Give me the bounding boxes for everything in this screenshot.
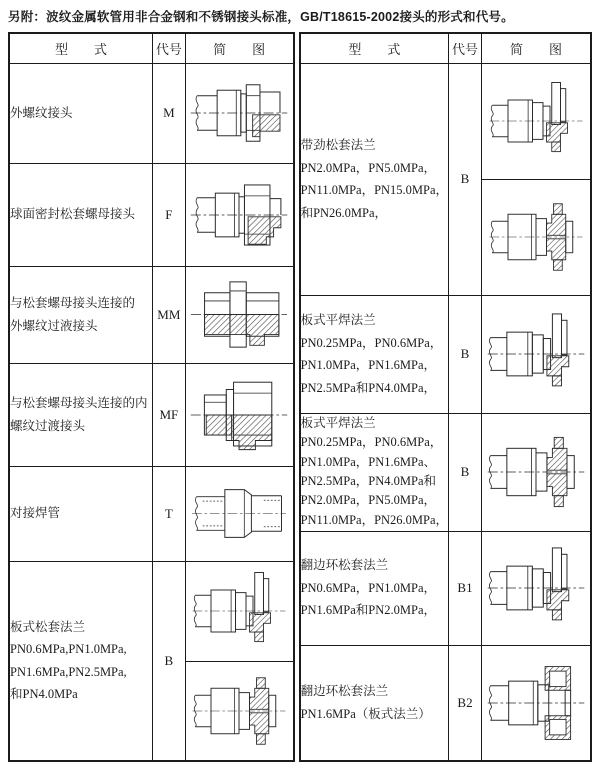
row-plate-loose-flange-type-line: PN0.6MPa,PN1.0MPa,	[10, 642, 127, 657]
male-female-adapter-icon	[188, 370, 290, 460]
row-plate-weld-flange-2-type-line: PN11.0MPa，PN26.0MPa，	[300, 512, 449, 527]
row-mf-adapter-code: MF	[153, 363, 185, 466]
row-plate-loose-flange-type-line: PN1.6MPa,PN2.5MPa,	[10, 664, 127, 679]
row-flanged-ring-b2-code: B2	[449, 645, 482, 761]
page-title: 另附：波纹金属软管用非合金钢和不锈钢接头标准，GB/T18615-2002接头的形式和代号。	[8, 10, 514, 24]
row-mm-adapter-type-line: 外螺纹过液接头	[10, 318, 98, 333]
row-flanged-ring-b1-type-line: 翻边环松套法兰	[300, 558, 389, 573]
row-plate-weld-flange-1	[300, 295, 591, 413]
row-plate-weld-flange-2-type-line: PN2.0MPa，PN5.0MPa，	[300, 493, 437, 508]
row-male-thread-diagram	[185, 63, 294, 163]
right-table-slot	[299, 32, 592, 762]
row-spherical-nut-code: F	[153, 163, 185, 266]
row-butt-weld-type	[9, 466, 153, 561]
row-plate-weld-flange-2-type-line: PN1.0MPa，PN1.6MPa、	[300, 454, 437, 469]
row-mm-adapter-type	[9, 266, 153, 363]
row-flanged-ring-b2	[300, 645, 591, 761]
row-plate-weld-flange-2-type-line: 板式平焊法兰	[300, 415, 376, 430]
row-butt-weld	[9, 466, 294, 561]
row-butt-weld-type-line: 对接焊管	[10, 506, 61, 521]
row-male-thread	[9, 63, 294, 163]
flange-plate-up-icon	[485, 309, 587, 399]
row-flanged-ring-b1-type-line: PN1.6MPa和PN2.0MPa，	[300, 603, 437, 618]
row-plate-weld-flange-2-type	[300, 413, 449, 531]
row-mf-adapter-diagram	[185, 363, 294, 466]
row-mm-adapter-type-line: 与松套螺母接头连接的	[10, 296, 136, 310]
row-plate-loose-flange-diagram	[185, 561, 294, 661]
row-plate-weld-flange-2-diagram	[481, 413, 591, 531]
flange-plate-up-icon	[189, 569, 289, 653]
row-neck-loose-flange-type-line: 带劲松套法兰	[300, 138, 376, 152]
type-header: 型 式	[300, 33, 449, 63]
flange-plate-up-icon	[486, 79, 586, 163]
flange-section-icon	[189, 669, 289, 753]
left-table-slot	[8, 32, 295, 762]
row-mf-adapter-type-line: 螺纹过渡接头	[10, 418, 86, 433]
row-spherical-nut	[9, 163, 294, 266]
row-plate-loose-flange-type	[9, 561, 153, 761]
row-plate-weld-flange-2-type-line: PN2.5MPa，PN4.0MPa和	[300, 474, 437, 488]
left_rows-header-row	[9, 33, 294, 63]
row-neck-loose-flange-code: B	[449, 63, 482, 295]
row-plate-weld-flange-1-code: B	[449, 295, 482, 413]
row-neck-loose-flange-type-line: 和PN26.0MPa，	[300, 205, 388, 220]
row-plate-loose-flange-code: B	[153, 561, 185, 761]
flange-section-icon	[485, 427, 587, 517]
lap-joint-flange-icon	[485, 658, 587, 748]
row-neck-loose-flange-diagram-2	[481, 179, 591, 295]
row-plate-loose-flange	[9, 561, 294, 661]
code-header: 代号	[153, 33, 185, 63]
right_rows-header-row	[300, 33, 591, 63]
row-spherical-nut-diagram	[185, 163, 294, 266]
row-plate-weld-flange-1-type	[300, 295, 449, 413]
row-flanged-ring-b1-type	[300, 531, 449, 645]
type-header: 型 式	[9, 33, 153, 63]
flange-plate-up-icon	[485, 543, 587, 633]
row-plate-weld-flange-2-type-line: PN0.25MPa，PN0.6MPa，	[300, 435, 443, 450]
row-neck-loose-flange-type-line: PN2.0MPa，PN5.0MPa，	[300, 160, 437, 175]
diagram-header: 简 图	[185, 33, 294, 63]
right_rows-connector-table	[299, 32, 592, 762]
row-plate-loose-flange-type-line: 和PN4.0MPa	[10, 687, 78, 702]
row-plate-weld-flange-1-diagram	[481, 295, 591, 413]
row-neck-loose-flange	[300, 63, 591, 179]
row-mm-adapter-diagram	[185, 266, 294, 363]
row-male-thread-type-line: 外螺纹接头	[10, 105, 73, 120]
row-male-thread-type	[9, 63, 153, 163]
diagram-header: 简 图	[481, 33, 591, 63]
flange-section-icon	[486, 195, 586, 279]
row-mf-adapter-type-line: 与松套螺母接头连接的内	[10, 396, 148, 410]
row-plate-loose-flange-diagram-2	[185, 661, 294, 761]
row-spherical-nut-type	[9, 163, 153, 266]
row-mf-adapter-type	[9, 363, 153, 466]
row-butt-weld-code: T	[153, 466, 185, 561]
row-plate-weld-flange-1-type-line: 板式平焊法兰	[300, 313, 376, 327]
row-mm-adapter	[9, 266, 294, 363]
row-butt-weld-diagram	[185, 466, 294, 561]
row-plate-weld-flange-2	[300, 413, 591, 531]
row-neck-loose-flange-type	[300, 63, 449, 295]
code-header: 代号	[449, 33, 482, 63]
row-plate-weld-flange-1-type-line: PN0.25MPa，PN0.6MPa，	[300, 335, 443, 350]
row-flanged-ring-b1	[300, 531, 591, 645]
row-plate-weld-flange-1-type-line: PN1.0MPa，PN1.6MPa，	[300, 358, 437, 372]
row-flanged-ring-b1-type-line: PN0.6MPa，PN1.0MPa，	[300, 580, 437, 595]
male-thread-fitting-icon	[188, 68, 290, 158]
row-spherical-nut-type-line: 球面密封松套螺母接头	[10, 207, 136, 222]
row-flanged-ring-b2-type-line: 翻边环松套法兰	[300, 684, 389, 699]
row-plate-loose-flange-type-line: 板式松套法兰	[10, 619, 86, 634]
row-mf-adapter	[9, 363, 294, 466]
connector-type-tables	[8, 32, 592, 762]
loose-nut-fitting-icon	[188, 170, 290, 260]
row-male-thread-code: M	[153, 63, 185, 163]
row-flanged-ring-b1-code: B1	[449, 531, 482, 645]
row-plate-weld-flange-2-code: B	[449, 413, 482, 531]
row-neck-loose-flange-diagram	[481, 63, 591, 179]
row-flanged-ring-b2-type	[300, 645, 449, 761]
row-flanged-ring-b2-diagram	[481, 645, 591, 761]
row-plate-weld-flange-1-type-line: PN2.5MPa和PN4.0MPa，	[300, 380, 437, 395]
left_rows-connector-table	[8, 32, 295, 762]
row-flanged-ring-b2-type-line: PN1.6MPa（板式法兰）	[300, 706, 431, 721]
row-mm-adapter-code: MM	[153, 266, 185, 363]
row-flanged-ring-b1-diagram	[481, 531, 591, 645]
male-male-adapter-icon	[188, 271, 290, 358]
row-neck-loose-flange-type-line: PN11.0MPa，PN15.0MPa，	[300, 183, 449, 197]
butt-weld-pipe-icon	[188, 471, 290, 556]
